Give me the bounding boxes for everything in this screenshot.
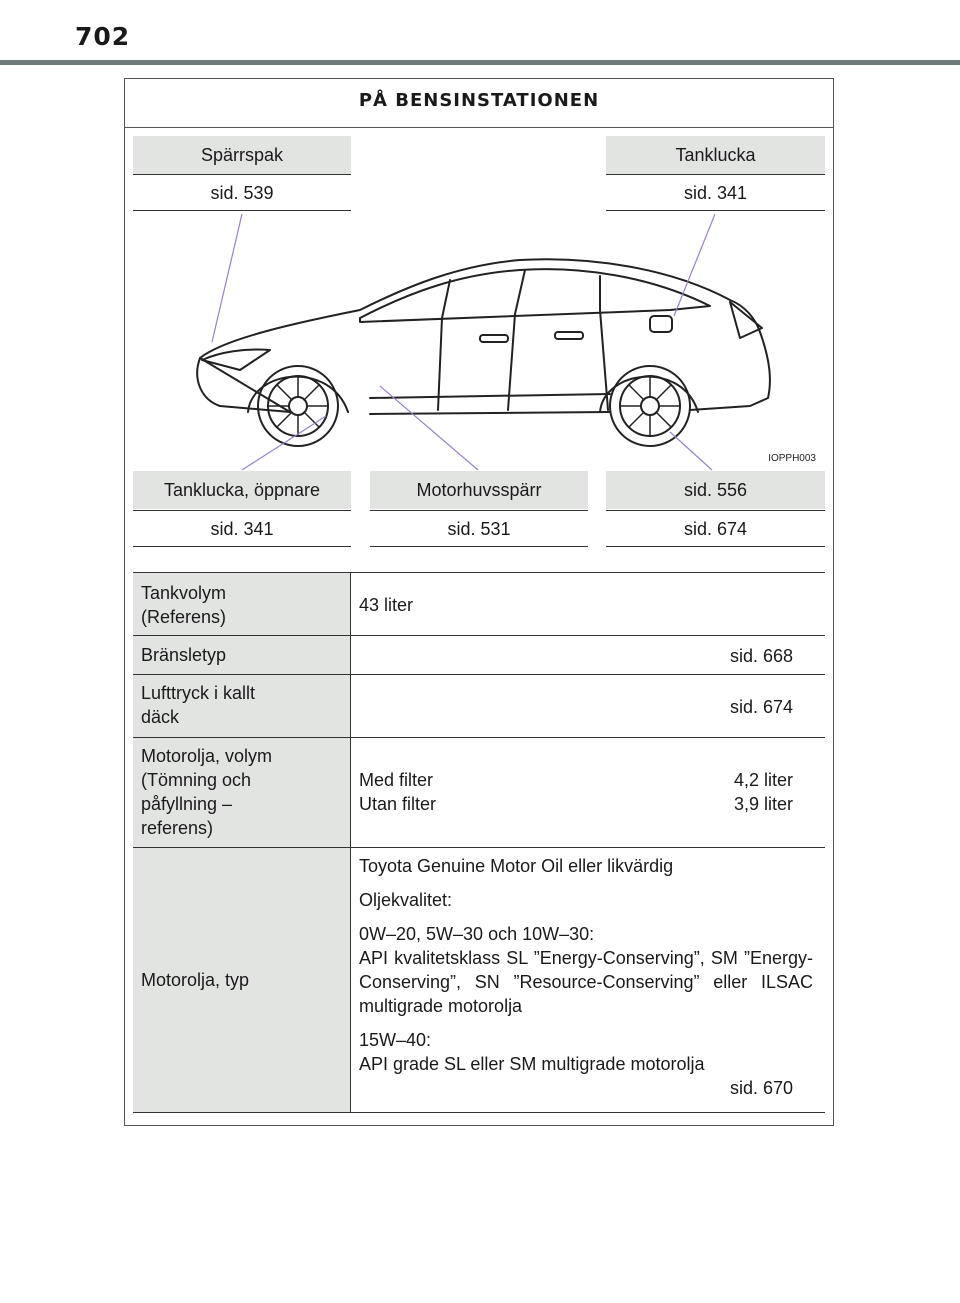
page-number: 702 — [75, 22, 131, 51]
door-handle-rear — [555, 332, 583, 339]
spec-label-tire-pressure: Lufttryck i kallt däck — [133, 675, 351, 738]
spec-ref-tire-pressure[interactable]: sid. 674 — [729, 697, 793, 717]
spec-row-tire-pressure — [133, 674, 825, 738]
door-handle-front — [480, 335, 508, 342]
oil-without-filter-value: 3,9 liter — [733, 794, 793, 814]
oil-type-line1: Toyota Genuine Motor Oil eller likvärdig — [359, 856, 674, 876]
spec-ref-fuel-type[interactable]: sid. 668 — [729, 646, 793, 666]
section-title: PÅ BENSINSTATIONEN — [125, 79, 833, 128]
callout-label-fuel-door: Tanklucka — [606, 136, 825, 174]
car-window-line — [360, 269, 710, 322]
car-side-view-diagram — [130, 210, 830, 472]
oil-with-filter-label: Med filter — [359, 770, 434, 790]
callout-ref-fuel-door-opener[interactable]: sid. 341 — [133, 510, 351, 547]
spec-row-fuel-type — [133, 635, 825, 675]
oil-grade-a-title: 0W–20, 5W–30 och 10W–30: — [359, 924, 595, 944]
callout-ref-hood-lock[interactable]: sid. 531 — [370, 510, 588, 547]
oil-grade-b-title: 15W–40: — [359, 1030, 432, 1050]
callout-label-fuel-door-opener: Tanklucka, öppnare — [133, 471, 351, 509]
spec-row-oil-volume — [133, 737, 825, 848]
oil-type-ref[interactable]: sid. 670 — [729, 1078, 793, 1098]
oil-with-filter-value: 4,2 liter — [733, 770, 793, 790]
spec-label-oil-volume: Motorolja, volym (Tömning och påfyllning – referens) — [133, 738, 351, 848]
spec-label-capacity: Tankvolym (Referens) — [133, 573, 351, 636]
leader-lines — [212, 214, 715, 470]
spec-value-capacity: 43 liter — [359, 595, 414, 615]
oil-without-filter-label: Utan filter — [359, 794, 437, 814]
spec-label-oil-type: Motorolja, typ — [133, 848, 351, 1112]
spec-row-capacity — [133, 572, 825, 636]
callout-label-hood-lock: Motorhuvsspärr — [370, 471, 588, 509]
oil-grade-a-text: API kvalitetsklass SL ”Energy-Conserving”, SM ”Energy-Conserving”, SN ”Resource-Conserving” eller ILSAC multigrade motorolja — [359, 948, 813, 1016]
oil-type-line2: Oljekvalitet: — [359, 890, 453, 910]
callout-ref-tire[interactable]: sid. 674 — [606, 510, 825, 547]
header-rule — [0, 60, 960, 65]
spec-label-fuel-type: Bränsletyp — [133, 636, 351, 675]
rear-wheel — [600, 366, 698, 446]
callout-ref-lock-lever[interactable]: sid. 539 — [133, 174, 351, 211]
diagram-image-code: IOPPH003 — [768, 453, 816, 464]
callout-ref-fuel-door[interactable]: sid. 341 — [606, 174, 825, 211]
fuel-door — [650, 316, 672, 332]
callout-label-lock-lever: Spärrspak — [133, 136, 351, 174]
spec-row-oil-type — [133, 847, 825, 1113]
callout-label-tire[interactable]: sid. 556 — [606, 471, 825, 509]
oil-grade-b-text: API grade SL eller SM multigrade motorolja — [359, 1054, 705, 1074]
